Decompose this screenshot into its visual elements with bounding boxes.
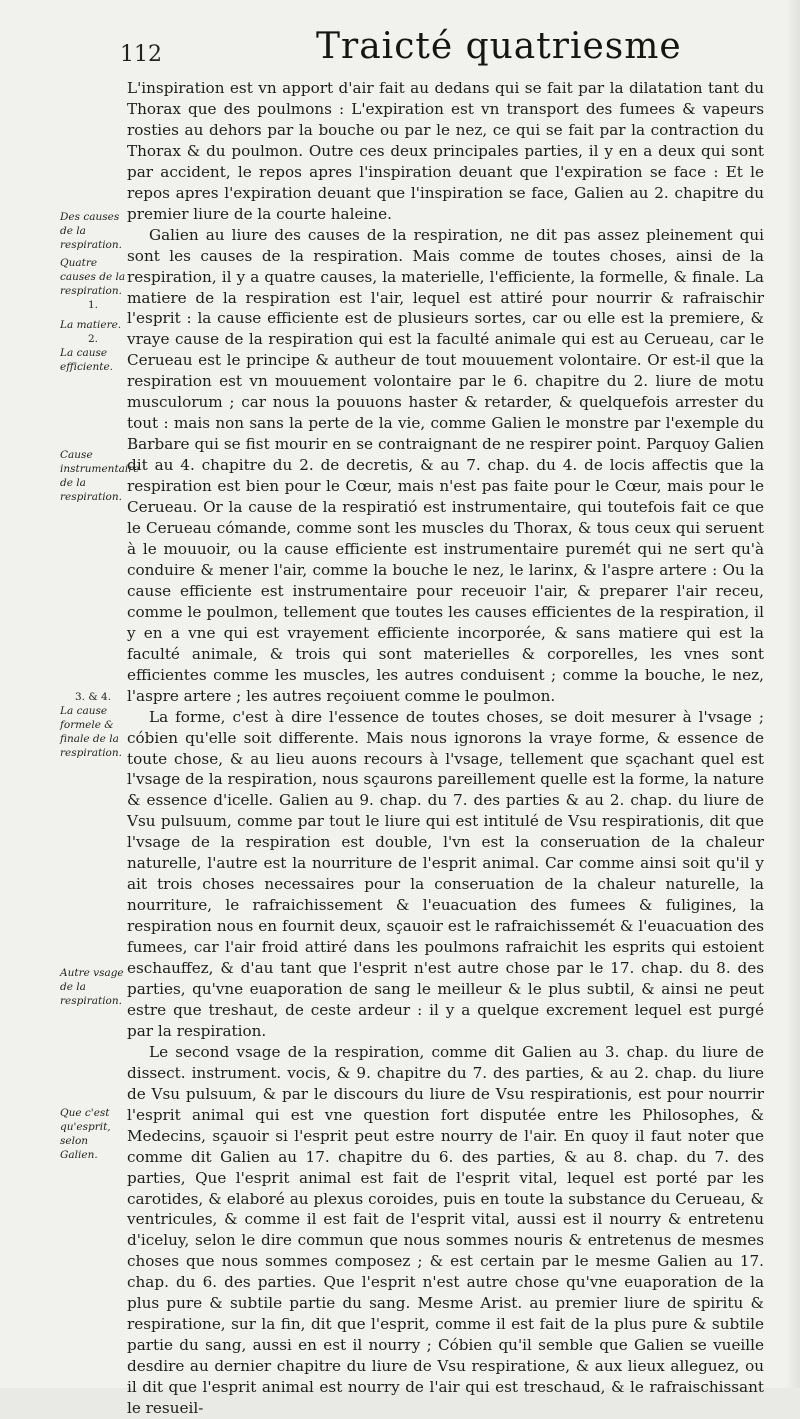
margin-note-matter: La matiere. 2. bbox=[60, 319, 122, 345]
paragraph-causes: Galien au liure des causes de la respiration, ne dit pas assez pleinement qui sont les causes de la respiration. Mais comme de toutes choses, ainsi de la respiration, il y a quatre causes, la materielle, l'efficiente, la formelle, & finale. La matiere de la respiration est l'air, lequel est attiré pour nourrir & rafraischir l'esprit : la cause efficiente est de plusieurs sortes, car ou elle est la premiere, & vraye cause de la respiration qui est la faculté animale qui est au Cerueau, car le Cerueau est le principe & autheur de tout mouuement volontaire. Or est-il que la respiration est vn mouuement volontaire par le 6. chapitre du 2. liure de motu musculorum ; car nous la pouuons haster & retarder, & quelquefois arrester du tout : mais non sans la perte de la vie, comme Galien le monstre par l'exemple du Barbare qui se fist mourir en se contraignant de ne respirer point. Parquoy Galien dit au 4. chapitre du 2. de decretis, & au 7. chap. du 4. de locis affectis que la respiration est bien pour le Cœur, mais n'est pas faite pour le Cœur, mais pour le Cerueau. Or la cause de la respiratió est instrumentaire, qui toutefois fait ce que le Cerueau cómande, comme sont les muscles du Thorax, & tous ceux qui seruent à le mouuoir, ou la cause efficiente est instrumentaire puremét qui ne sert qu'à conduire & mener l'air, comme la bouche le nez, le larinx, & l'aspre artere : Ou la cause efficiente est instrumentaire pour receuoir l'air, & preparer l'air receu, comme le poulmon, tellement que toutes les causes efficientes de la respiration, il y en a vne qui est vrayement efficiente incorporée, & sans matiere qui est la faculté animale, & trois qui sont materielles & corporelles, les vnes sont efficientes comme les muscles, les autres conduisent ; comme la bouche, le nez, l'aspre artere ; les autres reçoiuent comme le poulmon. bbox=[127, 225, 764, 705]
margin-note-causes: Des causes de la respiration. bbox=[60, 211, 122, 251]
folio-number: 112 bbox=[120, 42, 162, 67]
margin-note-spirit: Que c'est qu'esprit, selon Galien. bbox=[60, 1107, 111, 1161]
paragraph-inspiration: L'inspiration est vn apport d'air fait au dedans qui se fait par la dilatation tant du Thorax que des poulmons : L'expiration est vn transport des fumees & vapeurs rosties au dehors par la bouche ou par le nez, ce qui se fait par la contraction du Thorax & du poulmon. Outre ces deux principales parties, il y en a deux qui sont par accident, le repos apres l'inspiration deuant que l'expiration se face : Et le repos apres l'expiration deuant que l'inspiration se face, Galien au 2. chapitre du premier liure de la courte haleine. bbox=[127, 79, 764, 223]
paragraph-second-usage: Le second vsage de la respiration, comme dit Galien au 3. chap. du liure de dissect. instrument. vocis, & 9. chapitre du 7. des parties, & au 2. chap. du liure de Vsu pulsuum, & par le discours du liure de Vsu respirationis, est pour nourrir l'esprit animal qui est vne question fort disputée entre les Philosophes, & Medecins, sçauoir si l'esprit peut estre nourry de l'air. En quoy il faut noter que comme dit Galien au 17. chapitre du 6. des parties, & au 8. chap. du 7. des parties, Que l'esprit animal est fait de l'esprit vital, lequel est porté par les carotides, & elaboré au plexus coroides, puis en toute la substance du Cerueau, & ventricules, & comme il est fait de l'esprit vital, aussi est il nourry & entretenu d'iceluy, selon le dire commun que nous sommes nouris & entretenus de mesmes choses que nous sommes composez ; & est certain par le mesme Galien au 17. chap. du 6. des parties. Que l'esprit n'est autre chose qu'vne euaporation de la plus pure & subtile partie du sang. Mesme Arist. au premier liure de spiritu & respiratione, sur la fin, dit que l'esprit, comme il est fait de la plus pure & subtile partie du sang, aussi en est il nourry ; Cóbien qu'il semble que Galien se vueille desdire au dernier chapitre du liure de Vsu respiratione, & aux lieux alleguez, ou il dit que l'esprit animal est nourry de l'air qui est treschaud, & le rafraischissant le resueil- bbox=[127, 1042, 764, 1418]
margin-note-efficient-cause: La cause efficiente. bbox=[60, 347, 113, 373]
page-fold-shadow bbox=[786, 0, 800, 1388]
margin-note-other-usage: Autre vsage de la respiration. bbox=[60, 967, 124, 1007]
page-header bbox=[118, 20, 778, 80]
margin-note-instrumental-cause: Cause instrumentaire de la respiration. bbox=[60, 449, 140, 503]
body-text bbox=[127, 78, 764, 1419]
margin-note-formal-final-cause: 3. & 4. La cause formele & finale de la respiration. bbox=[60, 691, 122, 759]
margin-note-four-causes: Quatre causes de la respiration. 1. bbox=[60, 257, 126, 311]
paragraph-form-usage: La forme, c'est à dire l'essence de toutes choses, se doit mesurer à l'vsage ; cóbien qu'elle soit differente. Mais nous ignorons la vraye forme, & essence de toute chose, & au lieu auons recours à l'vsage, tellement que sçachant quel est l'vsage de la respiration, nous sçaurons pareillement quelle est la forme, la nature & essence d'icelle. Galien au 9. chap. du 7. des parties & au 2. chap. du liure de Vsu pulsuum, comme par tout le liure qui est intitulé de Vsu respirationis, dit que l'vsage de la respiration est double, l'vn est la conseruation de la chaleur naturelle, l'autre est la nourriture de l'esprit animal. Car comme ainsi soit qu'il y ait trois choses necessaires pour la conseruation de la chaleur naturelle, la nourriture, le rafraichissement & l'euacuation des fumees & fuligines, la respiration nous en fournit deux, sçauoir est le rafraichissemét & l'euacuation des fumees, car l'air froid attiré dans les poulmons rafraichit les esprits qui estoient eschauffez, & d'au tant que l'esprit n'est autre chose par le 17. chap. du 8. des parties, qu'vne euaporation de sang le meilleur & le plus subtil, & ainsi ne peut estre que treshaut, de ceste ardeur : il y a quelque excrement lequel est purgé par la respiration. bbox=[127, 707, 764, 1040]
running-title: Traicté quatriesme bbox=[316, 26, 682, 67]
